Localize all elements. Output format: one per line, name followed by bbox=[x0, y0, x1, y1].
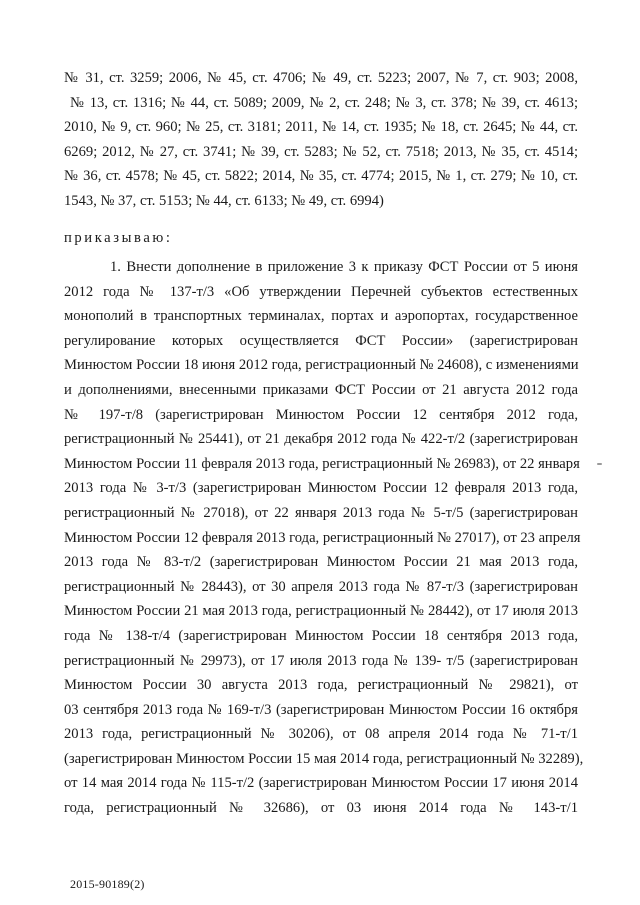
text-line: 1. Внести дополнение в приложение 3 к приказу ФСТ России от 5 июня bbox=[110, 259, 578, 275]
legal-references-paragraph bbox=[64, 66, 578, 214]
text-line: Минюстом России 18 июня 2012 года, регистрационный № 24608), с изменениями bbox=[64, 357, 579, 374]
text-line: регистрационный № 29973), от 17 июля 2013 года № 139- т/5 (зарегистрирован bbox=[64, 652, 578, 669]
text-line: № 197-т/8 (зарегистрирован Минюстом России 12 сентября 2012 года, bbox=[64, 406, 578, 423]
text-line: от 14 мая 2014 года № 115-т/2 (зарегистрирован Минюстом России 17 июня 2014 bbox=[64, 775, 578, 792]
document-code: 2015-90189(2) bbox=[70, 877, 145, 891]
text-line: регистрационный № 28443), от 30 апреля 2013 года № 87-т/3 (зарегистрирован bbox=[64, 578, 578, 595]
text-line: 1543, № 37, ст. 5153; № 44, ст. 6133; № 49, ст. 6994) bbox=[64, 192, 384, 209]
text-line: № 36, ст. 4578; № 45, ст. 5822; 2014, № 35, ст. 4774; 2015, № 1, ст. 279; № 10, ст. bbox=[64, 168, 578, 185]
text-line: года, регистрационный № 32686), от 03 июня 2014 года № 143-т/1 bbox=[64, 800, 578, 817]
text-line: 2013 года, регистрационный № 30206), от 08 апреля 2014 года № 71-т/1 bbox=[64, 726, 578, 743]
text-line: (зарегистрирован Минюстом России 15 мая 2014 года, регистрационный № 32289), bbox=[64, 750, 584, 767]
text-line: монополий в транспортных терминалах, портах и аэропортах, государственное bbox=[64, 308, 578, 325]
text-line: 6269; 2012, № 27, ст. 3741; № 39, ст. 5283; № 52, ст. 7518; 2013, № 35, ст. 4514; bbox=[64, 143, 578, 160]
text-line: 2010, № 9, ст. 960; № 25, ст. 3181; 2011, № 14, ст. 1935; № 18, ст. 2645; № 44, ст. bbox=[64, 119, 578, 136]
text-line: 2013 года № 3-т/3 (зарегистрирован Минюстом России 12 февраля 2013 года, bbox=[64, 480, 578, 497]
text-line: года № 138-т/4 (зарегистрирован Минюстом России 18 сентября 2013 года, bbox=[64, 627, 578, 644]
text-line: № 13, ст. 1316; № 44, ст. 5089; 2009, № 2, ст. 248; № 3, ст. 378; № 39, ст. 4613; bbox=[70, 94, 578, 111]
text-line: регистрационный № 27018), от 22 января 2013 года № 5-т/5 (зарегистрирован bbox=[64, 504, 578, 521]
clause-1-paragraph bbox=[64, 255, 584, 821]
text-line: Минюстом России 12 февраля 2013 года, регистрационный № 27017), от 23 апреля bbox=[64, 529, 581, 546]
order-heading: приказываю: bbox=[64, 230, 173, 246]
scan-speck bbox=[597, 463, 602, 465]
text-line: № 31, ст. 3259; 2006, № 45, ст. 4706; № 49, ст. 5223; 2007, № 7, ст. 903; 2008, bbox=[64, 70, 578, 86]
text-line: регистрационный № 25441), от 21 декабря 2012 года № 422-т/2 (зарегистрирован bbox=[64, 431, 578, 448]
text-line: 2012 года № 137-т/3 «Об утверждении Перечней субъектов естественных bbox=[64, 283, 578, 300]
text-line: Минюстом России 30 августа 2013 года, регистрационный № 29821), от bbox=[64, 677, 578, 694]
text-line: регулирование которых осуществляется ФСТ России» (зарегистрирован bbox=[64, 332, 578, 349]
text-line: Минюстом России 11 февраля 2013 года, регистрационный № 26983), от 22 января bbox=[64, 455, 580, 472]
text-line: 03 сентября 2013 года № 169-т/3 (зарегистрирован Минюстом России 16 октября bbox=[64, 701, 578, 718]
text-line: Минюстом России 21 мая 2013 года, регистрационный № 28442), от 17 июля 2013 bbox=[64, 603, 578, 620]
text-line: и дополнениями, внесенными приказами ФСТ России от 21 августа 2012 года bbox=[64, 381, 578, 398]
text-line: 2013 года № 83-т/2 (зарегистрирован Минюстом России 21 мая 2013 года, bbox=[64, 554, 578, 571]
